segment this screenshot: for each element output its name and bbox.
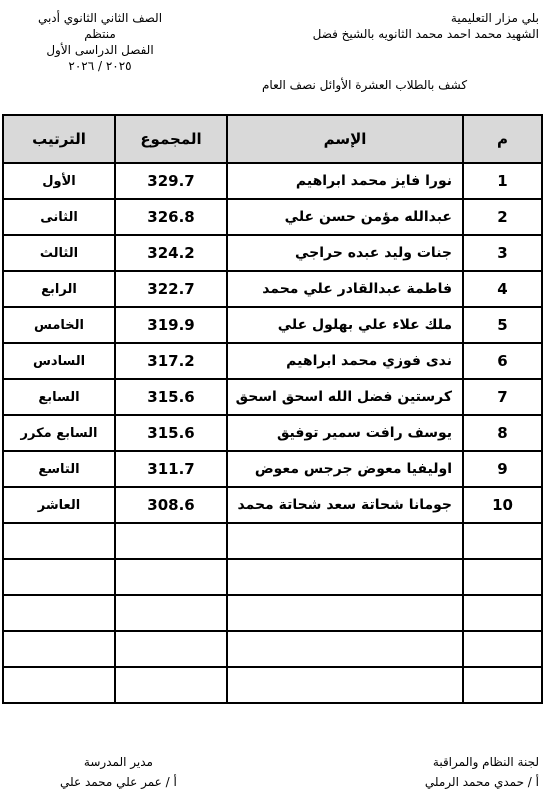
table-row [3,343,542,379]
empty-cell [115,631,227,667]
empty-cell [3,559,115,595]
empty-cell [463,631,542,667]
empty-cell [227,667,463,703]
rank-cell: الأول [3,163,115,199]
empty-cell [463,595,542,631]
student-name-cell: ندى فوزي محمد ابراهيم [227,343,463,379]
serial-number-cell: 7 [463,379,542,415]
empty-table-row [3,523,542,559]
rank-cell: الرابع [3,271,115,307]
total-cell: 324.2 [115,235,227,271]
serial-number-cell: 8 [463,415,542,451]
rank-cell: السابع [3,379,115,415]
student-name-cell: عبدالله مؤمن حسن علي [227,199,463,235]
academic-year: ٢٠٢٥ / ٢٠٢٦ [68,59,132,73]
empty-cell [463,523,542,559]
empty-cell [3,667,115,703]
serial-number-cell: 10 [463,487,542,523]
empty-cell [115,667,227,703]
student-name-cell: فاطمة عبدالقادر علي محمد [227,271,463,307]
total-cell: 315.6 [115,379,227,415]
empty-table-row [3,559,542,595]
student-name-cell: يوسف رافت سمير توفيق [227,415,463,451]
rank-cell: الثالث [3,235,115,271]
table-header-row [3,115,542,163]
empty-cell [115,559,227,595]
committee-title: لجنة النظام والمراقبة [432,755,539,769]
student-name-cell: جومانا شحاتة سعد شحاتة محمد [227,487,463,523]
table-row [3,415,542,451]
empty-cell [463,559,542,595]
report-title: كشف بالطلاب العشرة الأوائل نصف العام [262,78,468,92]
table-row [3,307,542,343]
total-cell: 315.6 [115,415,227,451]
serial-number-cell: 5 [463,307,542,343]
committee-head-name: أ / حمدي محمد الرملي [424,775,539,789]
class-info [20,10,180,74]
table-row [3,451,542,487]
total-cell: 319.9 [115,307,227,343]
school-info [313,10,539,42]
semester-label: الفصل الدراسى الأول [46,43,154,57]
table-row [3,235,542,271]
rank-cell: التاسع [3,451,115,487]
school-principal [60,752,177,792]
school-name: الشهيد محمد احمد محمد الثانويه بالشيخ فضل [312,27,539,41]
table-row [3,271,542,307]
header-name: الإسم [227,115,463,163]
student-name-cell: جنات وليد عبده حراجي [227,235,463,271]
table-row [3,163,542,199]
serial-number-cell: 6 [463,343,542,379]
empty-table-row [3,631,542,667]
header-total: المجموع [115,115,227,163]
rank-cell: السابع مكرر [3,415,115,451]
rank-cell: الثانى [3,199,115,235]
total-cell: 308.6 [115,487,227,523]
serial-number-cell: 2 [463,199,542,235]
principal-name: أ / عمر علي محمد علي [60,775,177,789]
header-number: م [463,115,542,163]
serial-number-cell: 3 [463,235,542,271]
serial-number-cell: 1 [463,163,542,199]
empty-cell [227,559,463,595]
grade-label: الصف الثاني الثانوي أدبي [37,11,163,25]
empty-cell [3,631,115,667]
empty-cell [227,523,463,559]
empty-cell [115,595,227,631]
student-name-cell: نورا فايز محمد ابراهيم [227,163,463,199]
empty-cell [115,523,227,559]
total-cell: 326.8 [115,199,227,235]
control-committee [425,752,539,792]
total-cell: 317.2 [115,343,227,379]
empty-cell [463,667,542,703]
top-ten-table [2,114,543,704]
directorate-label: بلي مزار التعليمية [450,11,539,25]
empty-cell [3,523,115,559]
rank-cell: السادس [3,343,115,379]
serial-number-cell: 4 [463,271,542,307]
header-rank: الترتيب [3,115,115,163]
table-row [3,199,542,235]
study-type: منتظم [84,27,116,41]
serial-number-cell: 9 [463,451,542,487]
rank-cell: العاشر [3,487,115,523]
total-cell: 311.7 [115,451,227,487]
empty-cell [227,595,463,631]
total-cell: 322.7 [115,271,227,307]
principal-title: مدير المدرسة [83,755,153,769]
table-row [3,379,542,415]
empty-table-row [3,667,542,703]
table-row [3,487,542,523]
empty-table-row [3,595,542,631]
total-cell: 329.7 [115,163,227,199]
student-name-cell: اوليفيا معوض جرجس معوض [227,451,463,487]
empty-cell [3,595,115,631]
rank-cell: الخامس [3,307,115,343]
empty-cell [227,631,463,667]
student-name-cell: كرستين فضل الله اسحق اسحق [227,379,463,415]
student-name-cell: ملك علاء علي بهلول علي [227,307,463,343]
